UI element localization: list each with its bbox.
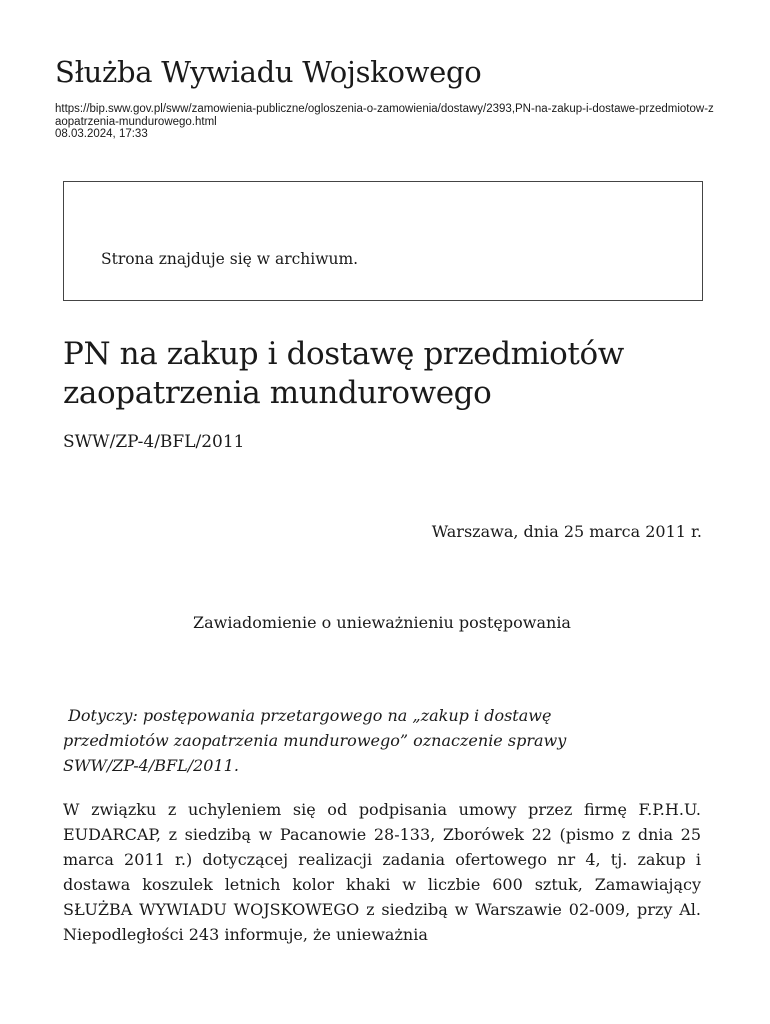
archive-notice-box: [63, 181, 703, 301]
print-timestamp: 08.03.2024, 17:33: [55, 128, 148, 140]
page-url: https://bip.sww.gov.pl/sww/zamowienia-publiczne/ogloszenia-o-zamowienia/dostawy/2393,PN-na-zakup-i-dostawe-przedmiotow-zaopatrzenia-mundurowego.html: [55, 103, 714, 128]
notice-heading: Zawiadomienie o unieważnieniu postępowania: [193, 613, 571, 632]
body-paragraph: W związku z uchyleniem się od podpisania umowy przez firmę F.P.H.U. EUDARCAP, z siedzibą w Pacanowie 28-133, Zborówek 22 (pismo z dnia 25 marca 2011 r.) dotyczącej realizacji zadania ofertowego nr 4, tj. zakup i dostawa koszulek letnich kolor khaki w liczbie 600 sztuk, Zamawiający SŁUŻBA WYWIADU WOJSKOWEGO z siedzibą w Warszawie 02-009, przy Al. Niepodległości 243 informuje, że unieważnia: [63, 800, 701, 944]
document-title: PN na zakup i dostawę przedmiotów zaopatrzenia mundurowego: [63, 336, 624, 411]
page-meta: [55, 103, 720, 141]
date-line: Warszawa, dnia 25 marca 2011 r.: [431, 522, 702, 541]
document-code: SWW/ZP-4/BFL/2011: [63, 432, 245, 452]
archive-notice-text: Strona znajduje się w archiwum.: [101, 250, 359, 268]
site-title: Służba Wywiadu Wojskowego: [55, 55, 482, 89]
regarding-paragraph: Dotyczy: postępowania przetargowego na „zakup i dostawę przedmiotów zaopatrzenia mundurowego” oznaczenie sprawy SWW/ZP-4/BFL/2011.: [63, 706, 572, 775]
